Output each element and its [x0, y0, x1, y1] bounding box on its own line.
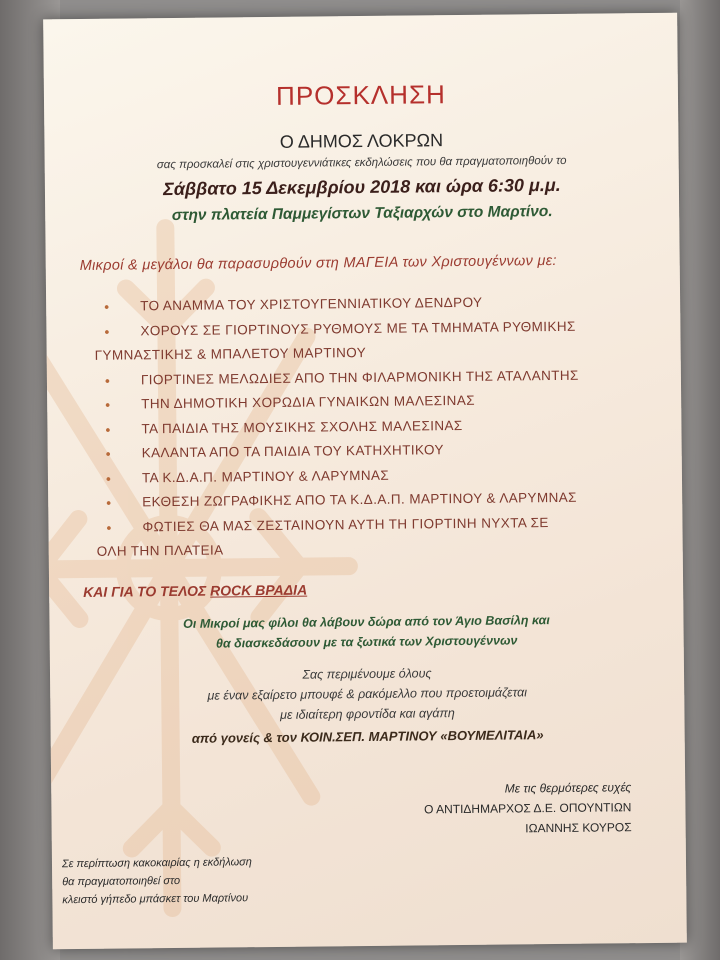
signature-name: ΙΩΑΝΝΗΣ ΚΟΥΡΟΣ	[525, 820, 632, 836]
list-item-text: ΤΑ Κ.Δ.Α.Π. ΜΑΡΤΙΝΟΥ & ΛΑΡΥΜΝΑΣ	[141, 467, 390, 485]
rain-note-line-3: κλειστό γήπεδο μπάσκετ του Μαρτίνου	[62, 892, 249, 907]
bullet-icon: •	[104, 372, 111, 389]
gifts-line-2: θα διασκεδάσουν με τα ξωτικά των Χριστουγέννων	[215, 633, 518, 651]
list-item-text: ΕΚΘΕΣΗ ΖΩΓΡΑΦΙΚΗΣ ΑΠΟ ΤΑ Κ.Δ.Α.Π. ΜΑΡΤΙΝΟΥ & ΛΑΡΥΜΝΑΣ	[142, 489, 577, 510]
background-right-edge	[680, 0, 720, 960]
list-item-text: ΦΩΤΙΕΣ ΘΑ ΜΑΣ ΖΕΣΤΑΙΝΟΥΝ ΑΥΤΗ ΤΗ ΓΙΟΡΤΙΝΗ ΝΥΧΤΑ ΣΕ	[142, 514, 549, 534]
rain-note-line-2: θα πραγματοποιηθεί στο	[62, 874, 181, 889]
invitation-flyer	[43, 13, 687, 950]
gifts-line-1: Οι Μικροί μας φίλοι θα λάβουν δώρα από τον Άγιο Βασίλη και	[183, 613, 550, 631]
list-item-text: ΚΑΛΑΝΤΑ ΑΠΟ ΤΑ ΠΑΙΔΙΑ ΤΟΥ ΚΑΤΗΧΗΤΙΚΟΥ	[141, 442, 444, 461]
list-item-text: ΓΙΟΡΤΙΝΕΣ ΜΕΛΩΔΙΕΣ ΑΠΟ ΤΗΝ ΦΙΛΑΡΜΟΝΙΚΗ ΤΗΣ ΑΤΑΛΑΝΤΗΣ	[140, 367, 579, 387]
list-item-continuation: ΟΛΗ ΤΗΝ ΠΛΑΤΕΙΑ	[96, 542, 224, 559]
program-list	[94, 289, 667, 564]
flyer-content	[43, 13, 687, 950]
rain-note-line-1: Σε περίπτωση κακοκαιρίας η εκδήλωση	[61, 856, 252, 871]
list-item-text: ΤΟ ΑΝΑΜΜΑ ΤΟΥ ΧΡΙΣΤΟΥΓΕΝΝΙΑΤΙΚΟΥ ΔΕΝΔΡΟΥ	[140, 294, 483, 314]
wait-line-1: Σας περιμένουμε όλους	[302, 666, 432, 682]
list-item	[96, 509, 666, 564]
flyer-title: ΠΡΟΣΚΛΗΣΗ	[275, 79, 446, 111]
finale-line	[83, 583, 307, 599]
list-item-continuation: ΓΥΜΝΑΣΤΙΚΗΣ & ΜΠΑΛΕΤΟΥ ΜΑΡΤΙΝΟΥ	[94, 344, 367, 363]
bullet-icon: •	[106, 494, 112, 511]
bullet-icon: •	[105, 445, 112, 462]
bullet-icon: •	[105, 421, 111, 438]
bullet-icon: •	[105, 396, 111, 413]
list-item-text: ΤΗΝ ΔΗΜΟΤΙΚΗ ΧΟΡΩΔΙΑ ΓΥΝΑΙΚΩΝ ΜΑΛΕΣΙΝΑΣ	[141, 392, 476, 412]
bullet-icon: •	[104, 323, 110, 340]
list-item	[94, 313, 664, 368]
event-place: στην πλατεία Παμμεγίστων Ταξιαρχών στο Μαρτίνο.	[171, 203, 553, 225]
organizer-name: Ο ΔΗΜΟΣ ΛΟΚΡΩΝ	[279, 130, 444, 152]
bullet-icon: •	[106, 519, 112, 536]
wait-line-2: με έναν εξαίρετο μπουφέ & ρακόμελλο που προετοιμάζεται	[207, 685, 528, 703]
bullet-icon: •	[104, 298, 110, 315]
bullet-icon: •	[105, 470, 112, 487]
signature-role: Ο ΑΝΤΙΔΗΜΑΡΧΟΣ Δ.Ε. ΟΠΟΥΝΤΙΩΝ	[423, 800, 632, 817]
wait-line-4: από γονείς & τον ΚΟΙΝ.ΣΕΠ. ΜΑΡΤΙΝΟΥ «ΒΟΥΜΕΛΙΤΑΙΑ»	[191, 727, 544, 746]
invite-line: σας προσκαλεί στις χριστουγεννιάτικες εκδηλώσεις που θα πραγματοποιηθούν το	[156, 154, 567, 172]
list-item-text: ΤΑ ΠΑΙΔΙΑ ΤΗΣ ΜΟΥΣΙΚΗΣ ΣΧΟΛΗΣ ΜΑΛΕΣΙΝΑΣ	[141, 417, 463, 436]
finale-highlight: ROCK ΒΡΑΔΙΑ	[210, 581, 308, 599]
event-date: Σάββατο 15 Δεκεμβρίου 2018 και ώρα 6:30 μ.μ.	[163, 174, 561, 200]
signature-greeting: Με τις θερμότερες ευχές	[504, 780, 632, 796]
intro-line: Μικροί & μεγάλοι θα παρασυρθούν στη ΜΑΓΕΙΑ των Χριστουγέννων με:	[79, 252, 557, 274]
list-item-text: ΧΟΡΟΥΣ ΣΕ ΓΙΟΡΤΙΝΟΥΣ ΡΥΘΜΟΥΣ ΜΕ ΤΑ ΤΜΗΜΑΤΑ ΡΥΘΜΙΚΗΣ	[140, 318, 576, 338]
finale-prefix: ΚΑΙ ΓΙΑ ΤΟ ΤΕΛΟΣ	[83, 582, 211, 600]
wait-line-3: με ιδιαίτερη φροντίδα και αγάπη	[279, 706, 455, 722]
